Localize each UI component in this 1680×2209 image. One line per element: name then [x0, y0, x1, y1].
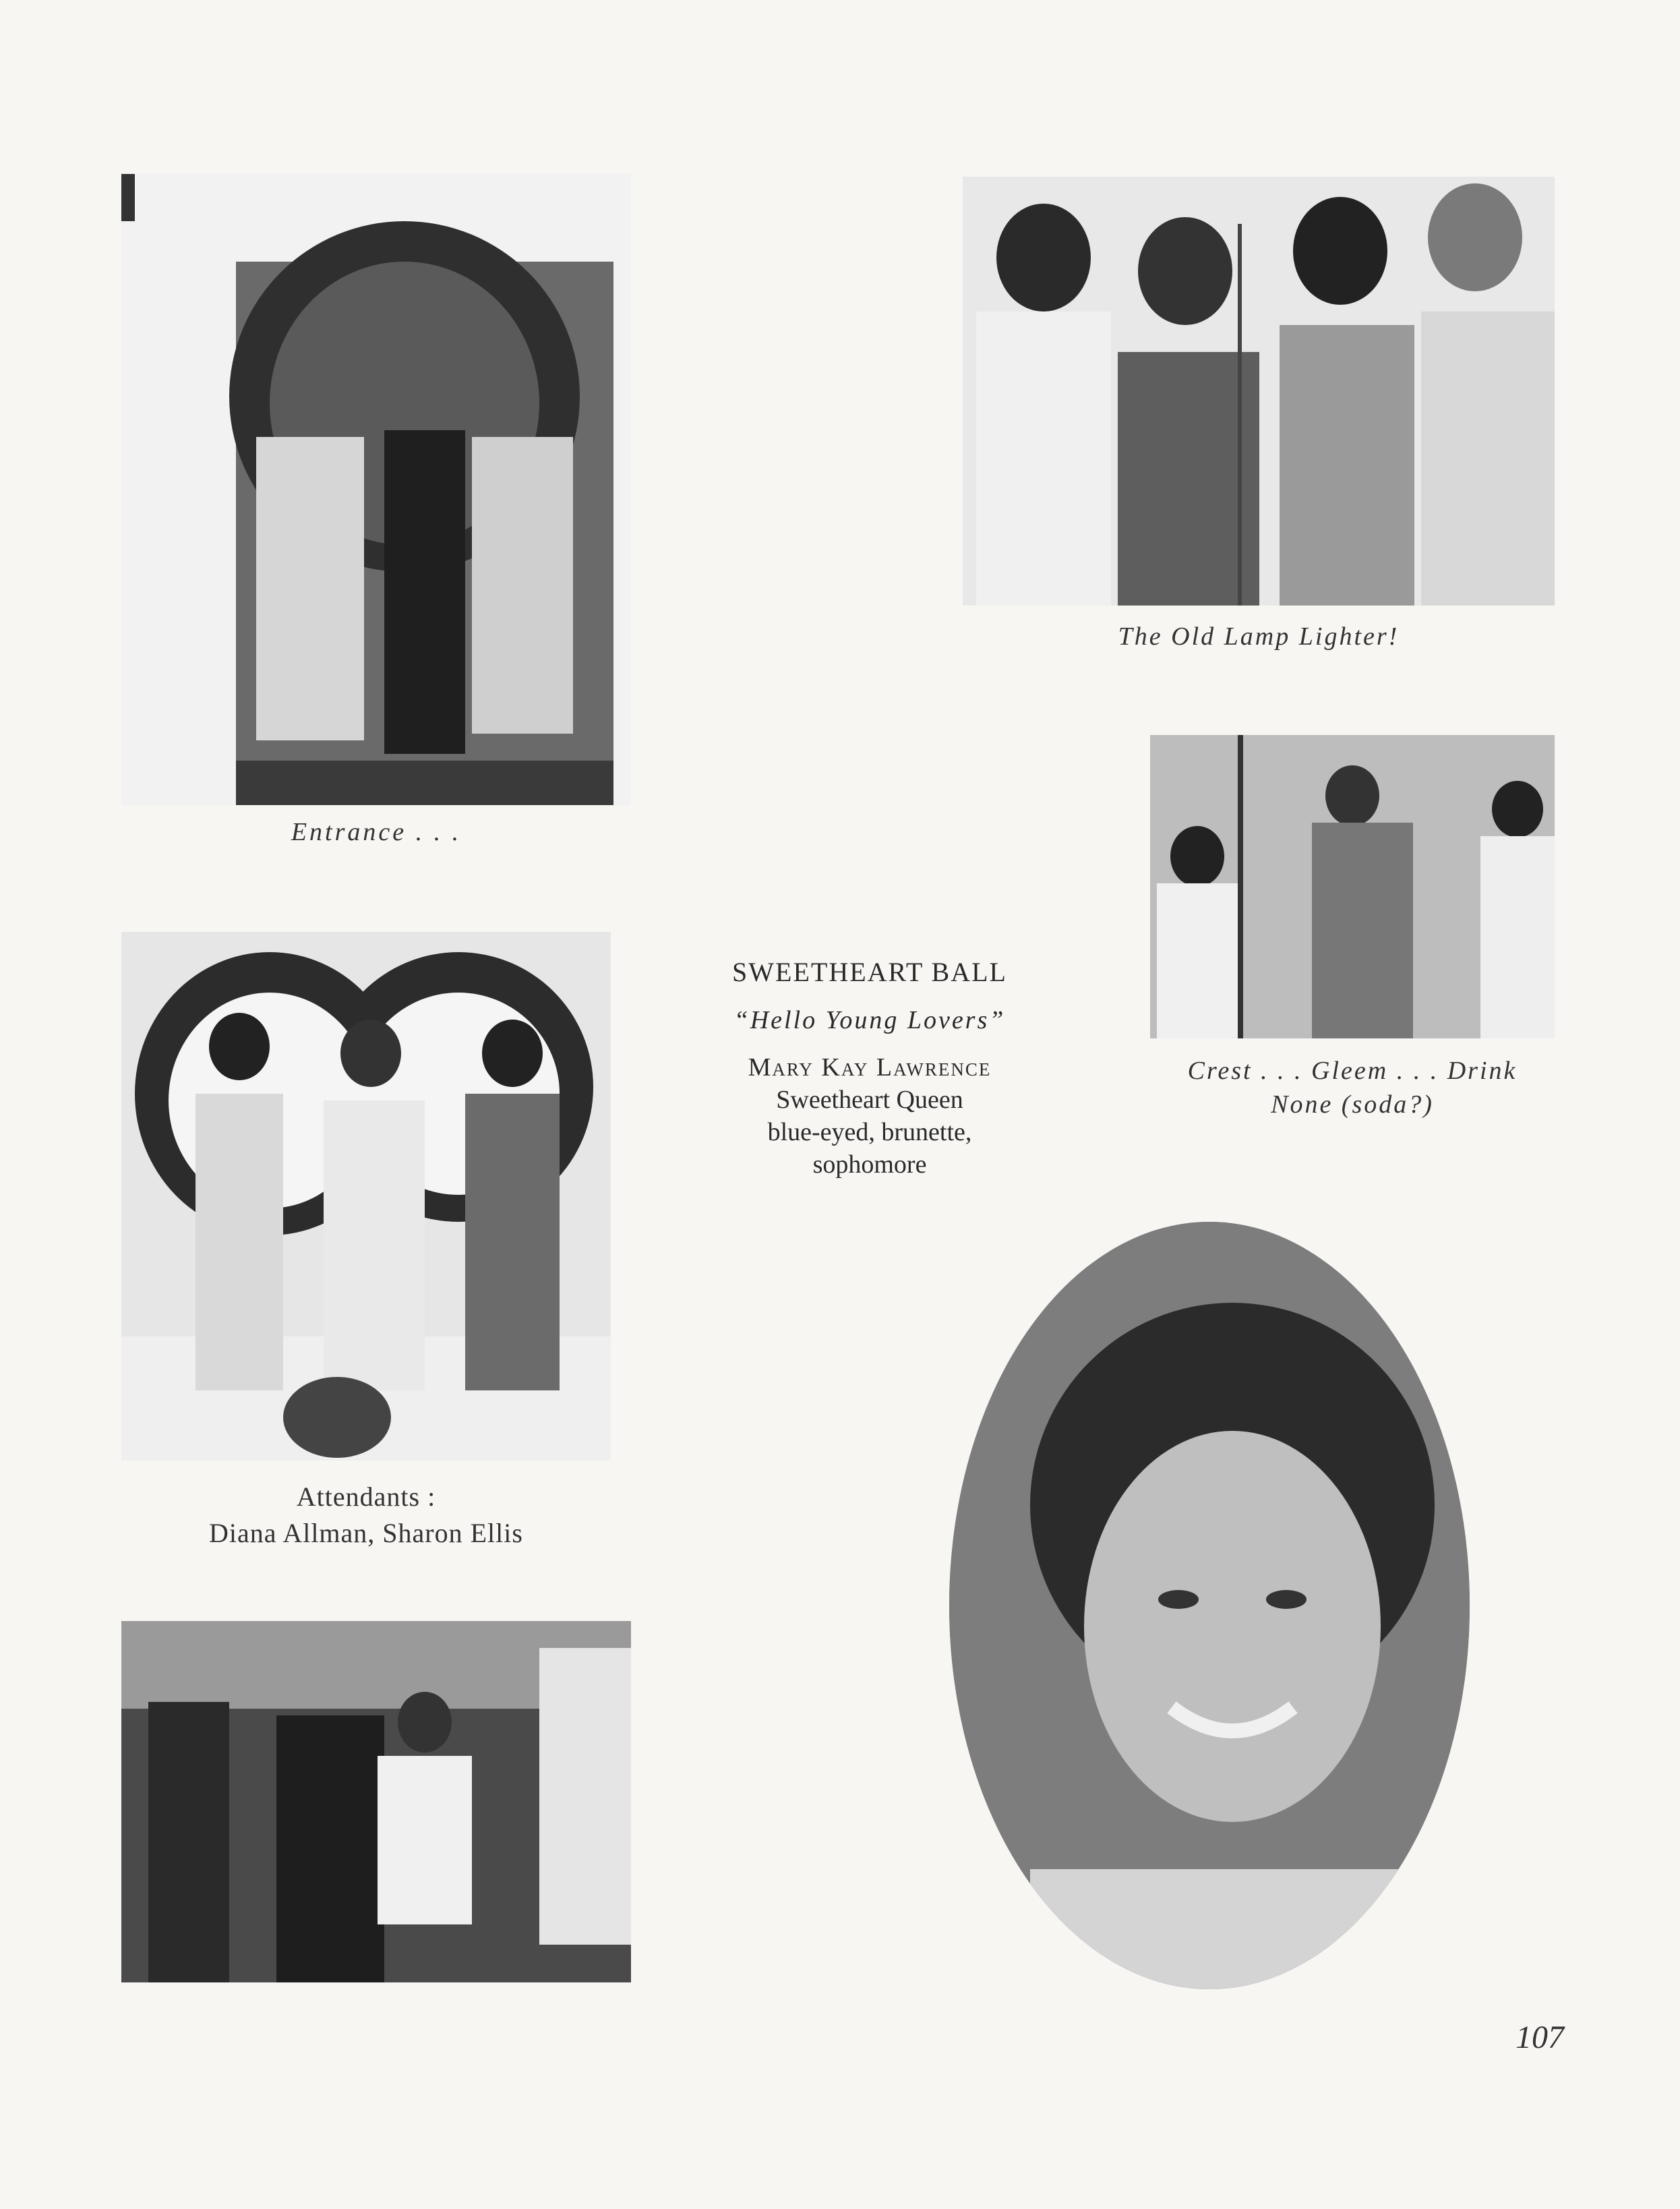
- old-lamp-lighter-photo: [963, 177, 1555, 606]
- attendants-caption-line1: Attendants :: [296, 1481, 436, 1512]
- sweetheart-ball-feature: [708, 956, 1031, 1179]
- old-lamp-lighter-caption: The Old Lamp Lighter!: [1118, 622, 1400, 651]
- entrance-caption: Entrance . . .: [291, 818, 462, 846]
- attendants-caption-line2: Diana Allman, Sharon Ellis: [209, 1518, 523, 1548]
- feature-theme: “Hello Young Lovers”: [733, 1006, 1006, 1034]
- queen-portrait: [949, 1222, 1470, 1989]
- page-number: 107: [1516, 2020, 1564, 2055]
- crest-gleem-photo: [1150, 735, 1555, 1038]
- queen-name: Mary Kay Lawrence: [748, 1053, 992, 1082]
- queen-description-1: blue-eyed, brunette,: [767, 1118, 972, 1146]
- crest-caption-line1: Crest . . . Gleem . . . Drink: [1187, 1057, 1518, 1085]
- queen-title: Sweetheart Queen: [776, 1086, 963, 1114]
- crest-caption-line2: None (soda?): [1271, 1090, 1434, 1119]
- feature-heading: SWEETHEART BALL: [732, 957, 1007, 987]
- queen-description-2: sophomore: [812, 1150, 927, 1179]
- attendants-photo: [121, 932, 611, 1461]
- dance-floor-photo: [121, 1621, 631, 1982]
- entrance-photo: [121, 174, 631, 805]
